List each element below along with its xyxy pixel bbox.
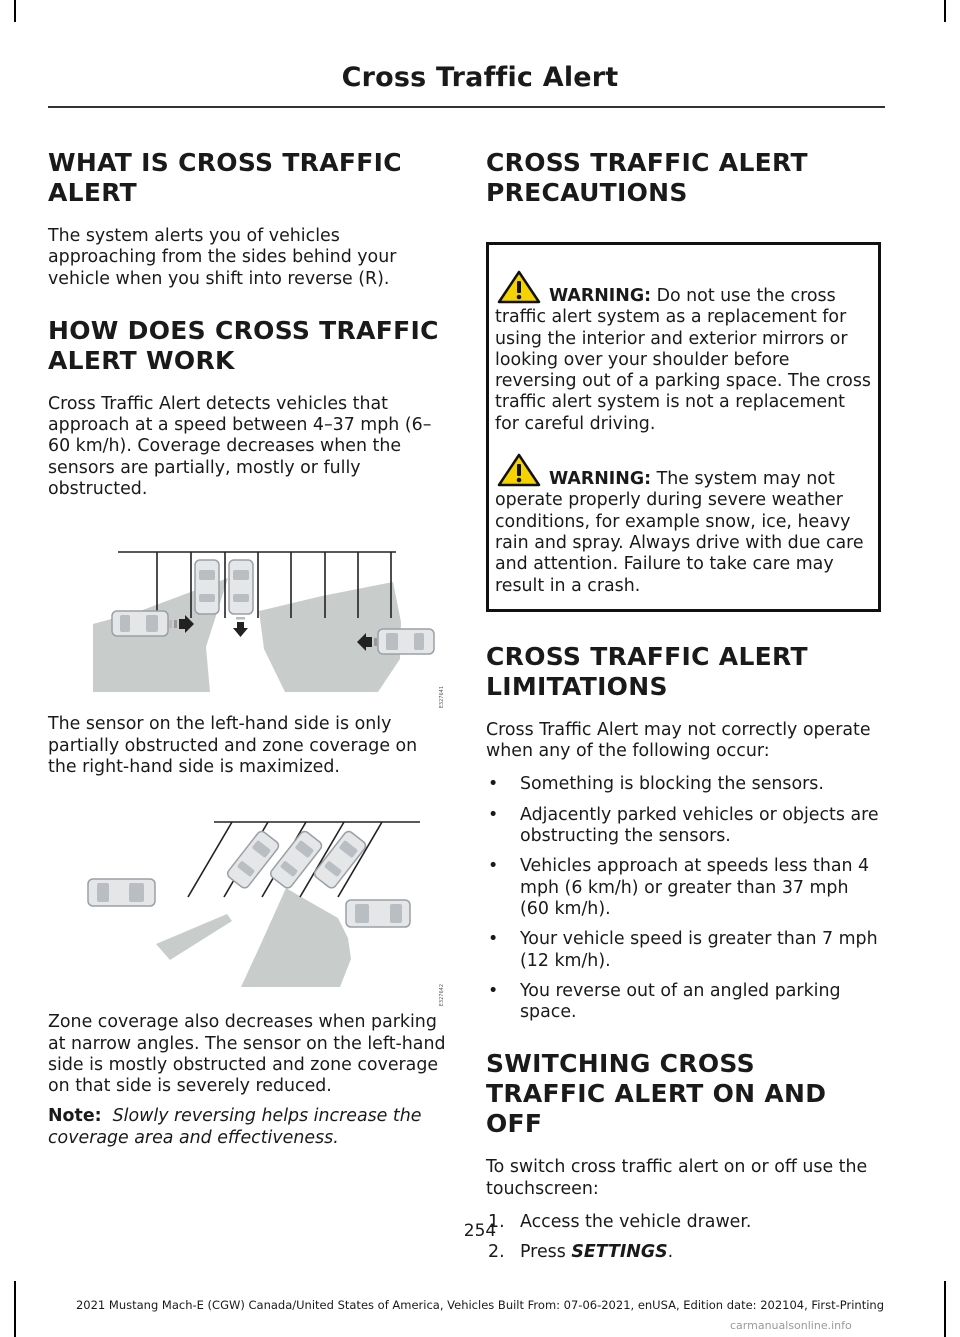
left-column [48, 148, 448, 1149]
paragraph-may-not-operate: Cross Traffic Alert may not correctly operate when any of the following occur: [486, 719, 871, 762]
figure-code-2: E327642 [439, 984, 445, 1007]
warning-1-label: WARNING: [549, 286, 652, 306]
warning-1-text: Do not use the cross traffic alert system as a replacement for using the interior and exterior mirrors or looking over your shoulder before reversing out of a parking space. The cross traffic alert system is not a replacement for careful driving. [495, 286, 871, 434]
warning-triangle-icon [497, 453, 541, 487]
section-heading-switching: SWITCHING CROSS TRAFFIC ALERT ON AND OFF [486, 1049, 827, 1139]
warning-box [486, 242, 881, 612]
page-footer: 2021 Mustang Mach-E (CGW) Canada/United States of America, Vehicles Built From: 07-06-2021, enUSA, Edition date: 202104, First-Printing [75, 1298, 884, 1312]
warning-2-text: The system may not operate properly during severe weather conditions, for example snow, ice, heavy rain and spray. Always drive with due care and attention. Failure to take care may result in a crash. [495, 469, 864, 596]
arrow-down-icon [233, 617, 248, 637]
page-header-title: Cross Traffic Alert [341, 62, 619, 93]
figure-code-1: E327641 [439, 686, 445, 709]
list-item: • Vehicles approach at speeds less than 4 mph (6 km/h) or greater than 37 mph (60 km/h). [488, 856, 870, 919]
right-column [486, 148, 881, 1273]
paragraph-system-alerts: The system alerts you of vehicles approaching from the sides behind your vehicle when you shift into reverse (R). [48, 226, 397, 289]
approaching-car-right [346, 900, 410, 927]
approaching-car-right [378, 629, 434, 654]
header-divider [48, 106, 885, 108]
reversing-car [229, 560, 253, 614]
section-heading-precautions: CROSS TRAFFIC ALERT PRECAUTIONS [486, 148, 808, 207]
paragraph-detects-vehicles: Cross Traffic Alert detects vehicles that approach at a speed between 4–37 mph (6–60 km/h). Coverage decreases when the sensors are partially, mostly or fully obstructed. [48, 393, 432, 500]
parked-car-left [195, 560, 219, 614]
crop-mark-top-right [944, 0, 946, 22]
coverage-zone-left-reduced [156, 914, 232, 960]
list-item: • Something is blocking the sensors. [488, 774, 824, 795]
warning-1 [495, 270, 872, 435]
list-item: • Adjacently parked vehicles or objects are obstructing the sensors. [488, 804, 879, 847]
limitations-list [486, 774, 881, 1023]
warning-2-label: WARNING: [549, 469, 652, 490]
section-heading-limitations: CROSS TRAFFIC ALERT LIMITATIONS [486, 641, 808, 701]
list-item: • Your vehicle speed is greater than 7 mph (12 km/h). [488, 929, 878, 971]
approaching-car-left [88, 879, 155, 906]
list-item: • You reverse out of an angled parking space. [488, 980, 841, 1023]
note-label: Note: [48, 1106, 102, 1127]
list-item: 1. Access the vehicle drawer. [488, 1212, 752, 1233]
watermark: carmanualsonline.info [730, 1319, 852, 1332]
coverage-zone-right [241, 888, 351, 987]
reversing-car-angled [269, 830, 324, 890]
note [48, 1106, 448, 1149]
list-item: 2. Press SETTINGS. [488, 1242, 674, 1263]
figure-parking-angled [48, 800, 448, 1007]
approaching-car-left [112, 611, 168, 636]
warning-triangle-icon [497, 270, 541, 304]
section-heading-what-is: WHAT IS CROSS TRAFFIC ALERT [48, 148, 402, 207]
crop-mark-top-left [14, 0, 16, 22]
warning-2 [495, 453, 872, 597]
page-number: 254 [463, 1221, 497, 1241]
note-text: Slowly reversing helps increase the coverage area and effectiveness. [48, 1106, 422, 1148]
paragraph-left-sensor-partial: The sensor on the left-hand side is only partially obstructed and zone coverage on the right-hand side is maximized. [48, 714, 418, 777]
section-heading-how-does: HOW DOES CROSS TRAFFIC ALERT WORK [48, 315, 439, 375]
paragraph-use-touchscreen: To switch cross traffic alert on or off use the touchscreen: [486, 1157, 868, 1199]
paragraph-narrow-angles: Zone coverage also decreases when parking at narrow angles. The sensor on the left-hand side is mostly obstructed and zone coverage on that side is severely reduced. [48, 1012, 446, 1097]
figure-parking-perpendicular [48, 514, 448, 709]
